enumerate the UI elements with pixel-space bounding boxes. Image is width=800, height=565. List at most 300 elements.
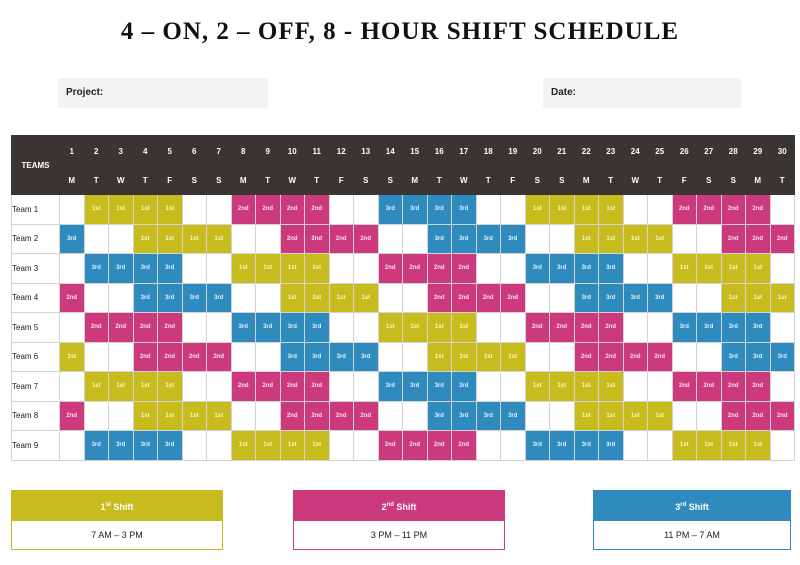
off-cell[interactable] [476,431,501,461]
off-cell[interactable] [207,313,232,343]
off-cell[interactable] [476,195,501,225]
shift-cell-1[interactable]: 1st [256,431,281,461]
off-cell[interactable] [525,401,550,431]
shift-cell-3[interactable]: 3rd [721,313,746,343]
shift-cell-3[interactable]: 3rd [599,254,624,284]
shift-cell-2[interactable]: 2nd [452,254,477,284]
day-number: 10 [280,136,305,167]
shift-cell-3[interactable]: 3rd [746,342,771,372]
shift-cell-1[interactable]: 1st [599,224,624,254]
off-cell[interactable] [60,195,85,225]
off-cell[interactable] [207,372,232,402]
off-cell[interactable] [231,401,256,431]
project-field[interactable] [58,78,268,108]
off-cell[interactable] [378,342,403,372]
off-cell[interactable] [84,224,109,254]
off-cell[interactable] [476,372,501,402]
shift-cell-3[interactable]: 3rd [697,313,722,343]
shift-cell-2[interactable]: 2nd [525,313,550,343]
shift-cell-1[interactable]: 1st [525,195,550,225]
shift-cell-2[interactable]: 2nd [133,313,158,343]
off-cell[interactable] [354,372,379,402]
shift-cell-3[interactable]: 3rd [207,283,232,313]
shift-cell-2[interactable]: 2nd [231,372,256,402]
off-cell[interactable] [403,283,428,313]
shift-cell-3[interactable]: 3rd [378,372,403,402]
off-cell[interactable] [648,195,673,225]
off-cell[interactable] [525,283,550,313]
shift-cell-3[interactable]: 3rd [427,372,452,402]
day-number: 19 [501,136,526,167]
shift-cell-3[interactable]: 3rd [84,254,109,284]
shift-cell-1[interactable]: 1st [158,372,183,402]
off-cell[interactable] [501,431,526,461]
off-cell[interactable] [623,431,648,461]
shift-cell-2[interactable]: 2nd [182,342,207,372]
shift-cell-3[interactable]: 3rd [746,313,771,343]
off-cell[interactable] [84,342,109,372]
off-cell[interactable] [182,313,207,343]
shift-cell-3[interactable]: 3rd [427,401,452,431]
shift-cell-2[interactable]: 2nd [109,313,134,343]
off-cell[interactable] [109,342,134,372]
shift-cell-1[interactable]: 1st [697,431,722,461]
shift-cell-1[interactable]: 1st [231,254,256,284]
off-cell[interactable] [60,254,85,284]
shift-cell-3[interactable]: 3rd [501,401,526,431]
shift-cell-1[interactable]: 1st [599,372,624,402]
shift-cell-3[interactable]: 3rd [427,195,452,225]
off-cell[interactable] [697,342,722,372]
weekday-letter: W [623,167,648,195]
shift-cell-1[interactable]: 1st [256,254,281,284]
off-cell[interactable] [378,224,403,254]
shift-cell-3[interactable]: 3rd [403,372,428,402]
legend-shift-1 [11,490,223,550]
shift-cell-3[interactable]: 3rd [378,195,403,225]
off-cell[interactable] [550,342,575,372]
shift-cell-2[interactable]: 2nd [746,224,771,254]
off-cell[interactable] [182,254,207,284]
shift-cell-3[interactable]: 3rd [109,431,134,461]
shift-cell-3[interactable]: 3rd [452,401,477,431]
shift-cell-1[interactable]: 1st [133,195,158,225]
shift-cell-3[interactable]: 3rd [574,283,599,313]
off-cell[interactable] [354,195,379,225]
page-title: 4 – ON, 2 – OFF, 8 - HOUR SHIFT SCHEDULE [120,18,680,45]
shift-cell-2[interactable]: 2nd [599,313,624,343]
shift-cell-2[interactable]: 2nd [721,224,746,254]
team-name: Team 4 [12,283,60,313]
shift-cell-1[interactable]: 1st [672,431,697,461]
off-cell[interactable] [256,401,281,431]
off-cell[interactable] [378,283,403,313]
off-cell[interactable] [403,224,428,254]
off-cell[interactable] [60,431,85,461]
off-cell[interactable] [84,401,109,431]
shift-cell-3[interactable]: 3rd [60,224,85,254]
off-cell[interactable] [501,195,526,225]
legend-shift-3 [593,490,791,550]
off-cell[interactable] [329,313,354,343]
shift-cell-1[interactable]: 1st [746,431,771,461]
off-cell[interactable] [770,431,795,461]
shift-cell-1[interactable]: 1st [207,224,232,254]
shift-cell-3[interactable]: 3rd [599,431,624,461]
shift-cell-1[interactable]: 1st [648,224,673,254]
off-cell[interactable] [256,342,281,372]
shift-cell-1[interactable]: 1st [133,224,158,254]
shift-cell-2[interactable]: 2nd [256,372,281,402]
shift-cell-1[interactable]: 1st [746,283,771,313]
shift-cell-1[interactable]: 1st [354,283,379,313]
off-cell[interactable] [182,431,207,461]
off-cell[interactable] [354,313,379,343]
shift-cell-2[interactable]: 2nd [158,313,183,343]
day-number: 2 [84,136,109,167]
off-cell[interactable] [182,372,207,402]
shift-cell-2[interactable]: 2nd [133,342,158,372]
shift-cell-3[interactable]: 3rd [403,195,428,225]
shift-cell-1[interactable]: 1st [672,254,697,284]
shift-cell-3[interactable]: 3rd [550,254,575,284]
weekday-letter: T [84,167,109,195]
off-cell[interactable] [109,401,134,431]
shift-cell-1[interactable]: 1st [623,224,648,254]
off-cell[interactable] [501,372,526,402]
shift-cell-2[interactable]: 2nd [280,224,305,254]
shift-cell-1[interactable]: 1st [158,195,183,225]
shift-cell-1[interactable]: 1st [525,372,550,402]
off-cell[interactable] [672,283,697,313]
shift-cell-2[interactable]: 2nd [84,313,109,343]
shift-cell-3[interactable]: 3rd [182,283,207,313]
off-cell[interactable] [231,283,256,313]
shift-cell-2[interactable]: 2nd [476,283,501,313]
shift-cell-2[interactable]: 2nd [207,342,232,372]
off-cell[interactable] [403,401,428,431]
off-cell[interactable] [623,195,648,225]
shift-cell-3[interactable]: 3rd [158,283,183,313]
shift-cell-1[interactable]: 1st [550,372,575,402]
off-cell[interactable] [525,224,550,254]
team-row [12,283,795,313]
shift-cell-3[interactable]: 3rd [305,342,330,372]
off-cell[interactable] [329,431,354,461]
off-cell[interactable] [550,224,575,254]
shift-cell-3[interactable]: 3rd [452,195,477,225]
off-cell[interactable] [525,342,550,372]
off-cell[interactable] [182,195,207,225]
off-cell[interactable] [648,431,673,461]
off-cell[interactable] [623,254,648,284]
shift-cell-3[interactable]: 3rd [133,254,158,284]
shift-cell-1[interactable]: 1st [721,254,746,284]
off-cell[interactable] [672,401,697,431]
shift-cell-2[interactable]: 2nd [329,224,354,254]
legend-shift-1-hours: 7 AM – 3 PM [11,520,223,550]
shift-cell-2[interactable]: 2nd [721,372,746,402]
off-cell[interactable] [476,313,501,343]
shift-cell-3[interactable]: 3rd [648,283,673,313]
off-cell[interactable] [550,283,575,313]
shift-cell-1[interactable]: 1st [158,401,183,431]
weekday-letter: W [452,167,477,195]
shift-cell-3[interactable]: 3rd [574,431,599,461]
shift-cell-1[interactable]: 1st [403,313,428,343]
shift-cell-2[interactable]: 2nd [403,254,428,284]
shift-cell-2[interactable]: 2nd [427,254,452,284]
off-cell[interactable] [672,224,697,254]
shift-cell-3[interactable]: 3rd [476,401,501,431]
shift-cell-1[interactable]: 1st [329,283,354,313]
shift-cell-1[interactable]: 1st [133,401,158,431]
shift-cell-3[interactable]: 3rd [354,342,379,372]
off-cell[interactable] [501,254,526,284]
shift-cell-2[interactable]: 2nd [280,401,305,431]
shift-cell-2[interactable]: 2nd [354,401,379,431]
shift-cell-1[interactable]: 1st [84,372,109,402]
shift-cell-1[interactable]: 1st [746,254,771,284]
shift-cell-2[interactable]: 2nd [697,195,722,225]
day-number: 25 [648,136,673,167]
shift-cell-1[interactable]: 1st [452,313,477,343]
off-cell[interactable] [329,254,354,284]
off-cell[interactable] [770,372,795,402]
shift-cell-1[interactable]: 1st [231,431,256,461]
shift-cell-2[interactable]: 2nd [354,224,379,254]
shift-cell-3[interactable]: 3rd [329,342,354,372]
shift-cell-2[interactable]: 2nd [746,372,771,402]
shift-cell-3[interactable]: 3rd [280,313,305,343]
date-field[interactable] [543,78,741,108]
off-cell[interactable] [109,224,134,254]
shift-cell-1[interactable]: 1st [623,401,648,431]
day-number: 8 [231,136,256,167]
shift-cell-1[interactable]: 1st [574,372,599,402]
shift-cell-2[interactable]: 2nd [427,283,452,313]
shift-cell-1[interactable]: 1st [697,254,722,284]
shift-cell-3[interactable]: 3rd [672,313,697,343]
shift-cell-1[interactable]: 1st [721,431,746,461]
shift-cell-2[interactable]: 2nd [305,372,330,402]
off-cell[interactable] [648,254,673,284]
off-cell[interactable] [697,283,722,313]
off-cell[interactable] [354,254,379,284]
shift-cell-1[interactable]: 1st [721,283,746,313]
shift-cell-1[interactable]: 1st [574,401,599,431]
off-cell[interactable] [501,313,526,343]
shift-cell-3[interactable]: 3rd [256,313,281,343]
shift-cell-2[interactable]: 2nd [721,401,746,431]
shift-cell-1[interactable]: 1st [599,195,624,225]
shift-cell-2[interactable]: 2nd [623,342,648,372]
shift-cell-3[interactable]: 3rd [525,431,550,461]
shift-cell-3[interactable]: 3rd [770,342,795,372]
weekday-letter: T [648,167,673,195]
shift-cell-3[interactable]: 3rd [158,254,183,284]
shift-cell-2[interactable]: 2nd [452,431,477,461]
shift-cell-1[interactable]: 1st [305,283,330,313]
off-cell[interactable] [697,224,722,254]
shift-cell-3[interactable]: 3rd [550,431,575,461]
shift-cell-1[interactable]: 1st [280,254,305,284]
shift-cell-1[interactable]: 1st [452,342,477,372]
off-cell[interactable] [770,313,795,343]
shift-cell-2[interactable]: 2nd [672,195,697,225]
off-cell[interactable] [231,224,256,254]
shift-cell-1[interactable]: 1st [550,195,575,225]
shift-cell-2[interactable]: 2nd [721,195,746,225]
day-number: 29 [746,136,771,167]
shift-cell-2[interactable]: 2nd [60,401,85,431]
weekday-letter: T [770,167,795,195]
shift-cell-3[interactable]: 3rd [133,431,158,461]
shift-cell-2[interactable]: 2nd [305,224,330,254]
shift-cell-2[interactable]: 2nd [452,283,477,313]
off-cell[interactable] [770,254,795,284]
off-cell[interactable] [207,431,232,461]
off-cell[interactable] [109,283,134,313]
off-cell[interactable] [60,372,85,402]
shift-cell-1[interactable]: 1st [109,195,134,225]
shift-cell-1[interactable]: 1st [109,372,134,402]
shift-cell-1[interactable]: 1st [574,224,599,254]
off-cell[interactable] [697,401,722,431]
off-cell[interactable] [329,372,354,402]
shift-cell-2[interactable]: 2nd [648,342,673,372]
shift-cell-2[interactable]: 2nd [599,342,624,372]
shift-cell-2[interactable]: 2nd [378,431,403,461]
off-cell[interactable] [623,372,648,402]
shift-cell-2[interactable]: 2nd [378,254,403,284]
shift-cell-1[interactable]: 1st [182,401,207,431]
shift-cell-3[interactable]: 3rd [133,283,158,313]
shift-cell-2[interactable]: 2nd [770,224,795,254]
shift-cell-2[interactable]: 2nd [329,401,354,431]
legend-shift-2-title: 2nd Shift [293,490,505,520]
shift-cell-1[interactable]: 1st [158,224,183,254]
shift-cell-3[interactable]: 3rd [721,342,746,372]
off-cell[interactable] [60,313,85,343]
shift-cell-2[interactable]: 2nd [574,342,599,372]
shift-cell-1[interactable]: 1st [84,195,109,225]
off-cell[interactable] [770,195,795,225]
day-number: 13 [354,136,379,167]
shift-cell-1[interactable]: 1st [207,401,232,431]
shift-cell-1[interactable]: 1st [501,342,526,372]
shift-cell-2[interactable]: 2nd [697,372,722,402]
off-cell[interactable] [354,431,379,461]
shift-cell-1[interactable]: 1st [770,283,795,313]
weekday-letter: S [182,167,207,195]
off-cell[interactable] [672,342,697,372]
shift-cell-2[interactable]: 2nd [746,401,771,431]
team-name: Team 7 [12,372,60,402]
shift-cell-2[interactable]: 2nd [672,372,697,402]
shift-cell-3[interactable]: 3rd [84,431,109,461]
shift-cell-2[interactable]: 2nd [305,195,330,225]
off-cell[interactable] [256,283,281,313]
shift-cell-2[interactable]: 2nd [305,401,330,431]
off-cell[interactable] [84,283,109,313]
off-cell[interactable] [550,401,575,431]
weekday-letter: T [599,167,624,195]
off-cell[interactable] [231,342,256,372]
shift-cell-3[interactable]: 3rd [574,254,599,284]
shift-cell-3[interactable]: 3rd [501,224,526,254]
shift-cell-2[interactable]: 2nd [501,283,526,313]
shift-cell-1[interactable]: 1st [305,431,330,461]
off-cell[interactable] [623,313,648,343]
day-number: 26 [672,136,697,167]
shift-cell-1[interactable]: 1st [427,342,452,372]
off-cell[interactable] [648,372,673,402]
off-cell[interactable] [256,224,281,254]
shift-cell-2[interactable]: 2nd [550,313,575,343]
off-cell[interactable] [207,254,232,284]
shift-cell-1[interactable]: 1st [305,254,330,284]
shift-cell-2[interactable]: 2nd [280,372,305,402]
shift-cell-3[interactable]: 3rd [280,342,305,372]
off-cell[interactable] [476,254,501,284]
shift-cell-1[interactable]: 1st [574,195,599,225]
shift-cell-1[interactable]: 1st [133,372,158,402]
shift-cell-2[interactable]: 2nd [231,195,256,225]
shift-cell-3[interactable]: 3rd [452,224,477,254]
shift-cell-1[interactable]: 1st [60,342,85,372]
shift-cell-2[interactable]: 2nd [574,313,599,343]
off-cell[interactable] [329,195,354,225]
shift-cell-1[interactable]: 1st [378,313,403,343]
day-number: 1 [60,136,85,167]
shift-cell-1[interactable]: 1st [280,283,305,313]
shift-cell-2[interactable]: 2nd [158,342,183,372]
shift-cell-2[interactable]: 2nd [746,195,771,225]
shift-cell-1[interactable]: 1st [476,342,501,372]
shift-cell-2[interactable]: 2nd [403,431,428,461]
off-cell[interactable] [207,195,232,225]
shift-cell-1[interactable]: 1st [427,313,452,343]
off-cell[interactable] [378,401,403,431]
shift-cell-3[interactable]: 3rd [623,283,648,313]
shift-cell-2[interactable]: 2nd [427,431,452,461]
shift-cell-2[interactable]: 2nd [770,401,795,431]
shift-cell-1[interactable]: 1st [648,401,673,431]
weekday-letter: M [403,167,428,195]
shift-cell-1[interactable]: 1st [280,431,305,461]
shift-cell-3[interactable]: 3rd [427,224,452,254]
shift-cell-3[interactable]: 3rd [452,372,477,402]
shift-cell-3[interactable]: 3rd [231,313,256,343]
legend-shift-2-hours: 3 PM – 11 PM [293,520,505,550]
shift-cell-3[interactable]: 3rd [525,254,550,284]
shift-cell-2[interactable]: 2nd [280,195,305,225]
off-cell[interactable] [403,342,428,372]
off-cell[interactable] [648,313,673,343]
shift-cell-1[interactable]: 1st [599,401,624,431]
shift-cell-3[interactable]: 3rd [305,313,330,343]
shift-cell-3[interactable]: 3rd [599,283,624,313]
shift-cell-3[interactable]: 3rd [158,431,183,461]
team-row [12,195,795,225]
day-number: 5 [158,136,183,167]
shift-cell-1[interactable]: 1st [182,224,207,254]
shift-cell-3[interactable]: 3rd [109,254,134,284]
shift-cell-3[interactable]: 3rd [476,224,501,254]
shift-cell-2[interactable]: 2nd [60,283,85,313]
shift-cell-2[interactable]: 2nd [256,195,281,225]
